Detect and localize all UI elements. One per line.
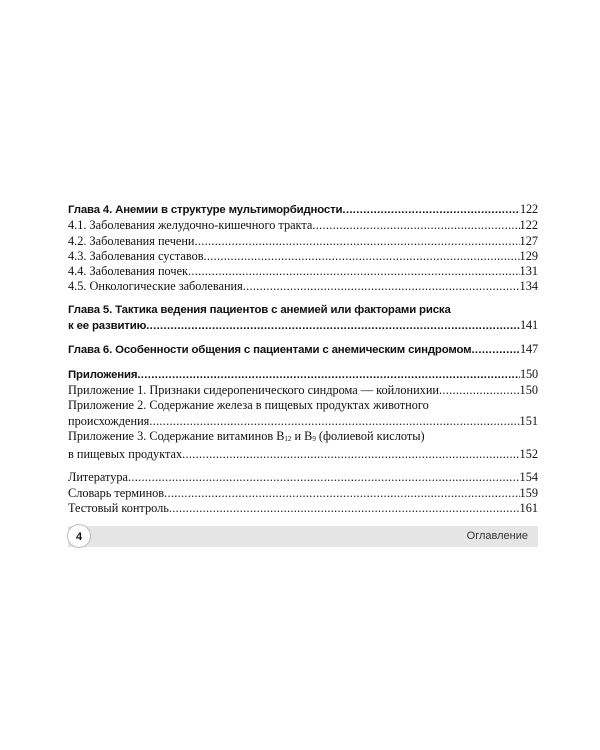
leader-dots <box>128 470 520 485</box>
toc-page-number: 134 <box>519 279 538 294</box>
subscript-12: 12 <box>284 434 292 443</box>
toc-test[interactable] <box>68 501 538 516</box>
toc-entry-title: Тестовый контроль <box>68 501 169 516</box>
toc-entry-title: Глава 4. Анемии в структуре мультиморбидности <box>68 204 343 216</box>
toc-entry-title: Глава 6. Особенности общения с пациентами с анемическим синдромом <box>68 344 472 357</box>
toc-appendix-1[interactable] <box>68 383 538 398</box>
title-suffix: (фолиевой кислоты) <box>315 428 425 443</box>
leader-dots <box>137 368 520 383</box>
toc-entry-title-line2: происхождения <box>68 413 150 428</box>
toc-page-number: 152 <box>519 447 538 462</box>
title-mid: и B <box>291 428 313 443</box>
toc-item[interactable] <box>68 264 538 279</box>
leader-dots <box>195 234 520 249</box>
toc-item[interactable] <box>68 218 538 233</box>
toc-page-number: 161 <box>519 501 538 516</box>
toc-entry-title-line1: Приложение 2. Содержание железа в пищевых продуктах животного <box>68 398 429 413</box>
toc-chapter-4[interactable] <box>68 202 538 218</box>
spacer <box>68 334 538 342</box>
toc-entry-title: Приложение 1. Признаки сидеропенического синдрома — койлонихии <box>68 382 439 397</box>
toc-chapter-5[interactable] <box>68 303 538 335</box>
leader-dots <box>471 343 520 358</box>
leader-dots <box>146 319 520 334</box>
toc-entry-title: 4.2. Заболевания печени <box>68 233 195 248</box>
toc-entry-title-line2: в пищевых продуктах <box>68 447 183 462</box>
toc-page-number: 150 <box>519 382 538 397</box>
toc-appendices[interactable] <box>68 367 538 383</box>
leader-dots <box>204 249 520 264</box>
leader-dots <box>439 383 520 398</box>
leader-dots <box>188 264 520 279</box>
leader-dots <box>243 279 520 294</box>
toc-appendix-2[interactable] <box>68 398 538 429</box>
spacer <box>68 295 538 303</box>
leader-dots <box>182 447 519 462</box>
toc-page-number: 159 <box>519 485 538 500</box>
leader-dots <box>149 414 519 429</box>
toc-page-number: 127 <box>519 233 538 248</box>
subscript-9: 9 <box>312 434 316 443</box>
toc-entry-title: Литература <box>68 470 129 485</box>
spacer <box>68 462 538 470</box>
toc-page-number: 122 <box>520 202 538 216</box>
toc-entry-title: 4.3. Заболевания суставов <box>68 248 204 263</box>
running-footer-section: Оглавление <box>466 530 528 542</box>
toc-item[interactable] <box>68 249 538 264</box>
toc-page-number: 129 <box>519 248 538 263</box>
toc-page-number: 150 <box>520 366 538 381</box>
toc-entry-title-line2: к ее развитию <box>68 320 147 333</box>
toc-entry-title: 4.5. Онкологические заболевания <box>68 279 243 294</box>
toc-entry-title-line1 <box>68 429 538 447</box>
toc-page-number: 147 <box>520 342 538 357</box>
toc-glossary[interactable] <box>68 486 538 501</box>
title-prefix: Приложение 3. Содержание витаминов B <box>68 428 285 443</box>
toc-entry-title: 4.4. Заболевания почек <box>68 264 188 279</box>
spacer <box>68 359 538 367</box>
leader-dots <box>342 203 520 218</box>
toc-page-number: 154 <box>519 470 538 485</box>
leader-dots <box>164 486 519 501</box>
page-number-badge: 4 <box>67 524 91 548</box>
toc-page-number: 131 <box>519 264 538 279</box>
toc-entry-title: Словарь терминов <box>68 485 165 500</box>
toc-entry-title: 4.1. Заболевания желудочно-кишечного тракта <box>68 218 313 233</box>
toc-literature[interactable] <box>68 470 538 485</box>
toc-page-number: 141 <box>520 318 538 333</box>
table-of-contents <box>68 202 538 516</box>
leader-dots <box>169 501 520 516</box>
toc-item[interactable] <box>68 279 538 294</box>
toc-entry-title: Приложения <box>68 368 138 381</box>
toc-page-number: 122 <box>519 218 538 233</box>
toc-item[interactable] <box>68 234 538 249</box>
toc-appendix-3[interactable] <box>68 429 538 463</box>
toc-entry-title-line1: Глава 5. Тактика ведения пациентов с анемией или факторами риска <box>68 303 451 316</box>
toc-chapter-6[interactable] <box>68 342 538 358</box>
leader-dots <box>312 218 519 233</box>
toc-page-number: 151 <box>519 413 538 428</box>
